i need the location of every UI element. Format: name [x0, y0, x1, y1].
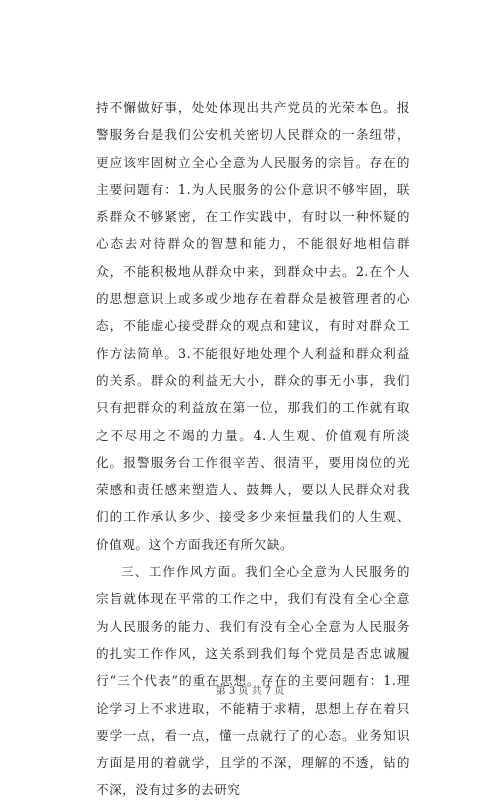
page-footer: 第 3 页 共 7 页 [215, 686, 285, 697]
paragraph-work-style: 三、工作作风方面。我们全心全意为人民服务的宗旨就体现在平常的工作之中，我们有没有全心全意为人民服务的能力、我们有没有全心全意为人民服务的扎实工作作风，这关系到我们每个党员是否忠诚履行“三个代表”的重在思想。存在的主要问题有：1.理论学习上不求进取，不能精于求精，思想上存在着只要学一点，看一点，懂一点就行了的心态。业务知识方面是用的着就学，且学的不深，理解的不透，钻的不深，没有过多的去研究 [96, 564, 410, 798]
body-text [96, 94, 410, 804]
paragraph-continued: 持不懈做好事，处处体现出共产党员的光荣本色。报警服务台是我们公安机关密切人民群众的一条纽带，更应该牢固树立全心全意为人民服务的宗旨。存在的主要问题有：1.为人民服务的公仆意识不够牢固，联系群众不够紧密，在工作实践中，有时以一种怀疑的心态去对待群众的智慧和能力，不能很好地相信群众，不能积极地从群众中来，到群众中去。2.在个人的思想意识上或多或少地存在着群众是被管理者的心态，不能虚心接受群众的观点和建议，有时对群众工作方法简单。3.不能很好地处理个人利益和群众利益的关系。群众的利益无大小，群众的事无小事，我们只有把群众的利益放在第一位，那我们的工作就有取之不尽用之不竭的力量。4.人生观、价值观有所淡化。报警服务台工作很辛苦、很清平，要用岗位的光荣感和责任感来塑造人、鼓舞人，要以人民群众对我们的工作承认多少、接受多少来恒量我们的人生观、价值观。这个方面我还有所欠缺。 [96, 100, 410, 552]
